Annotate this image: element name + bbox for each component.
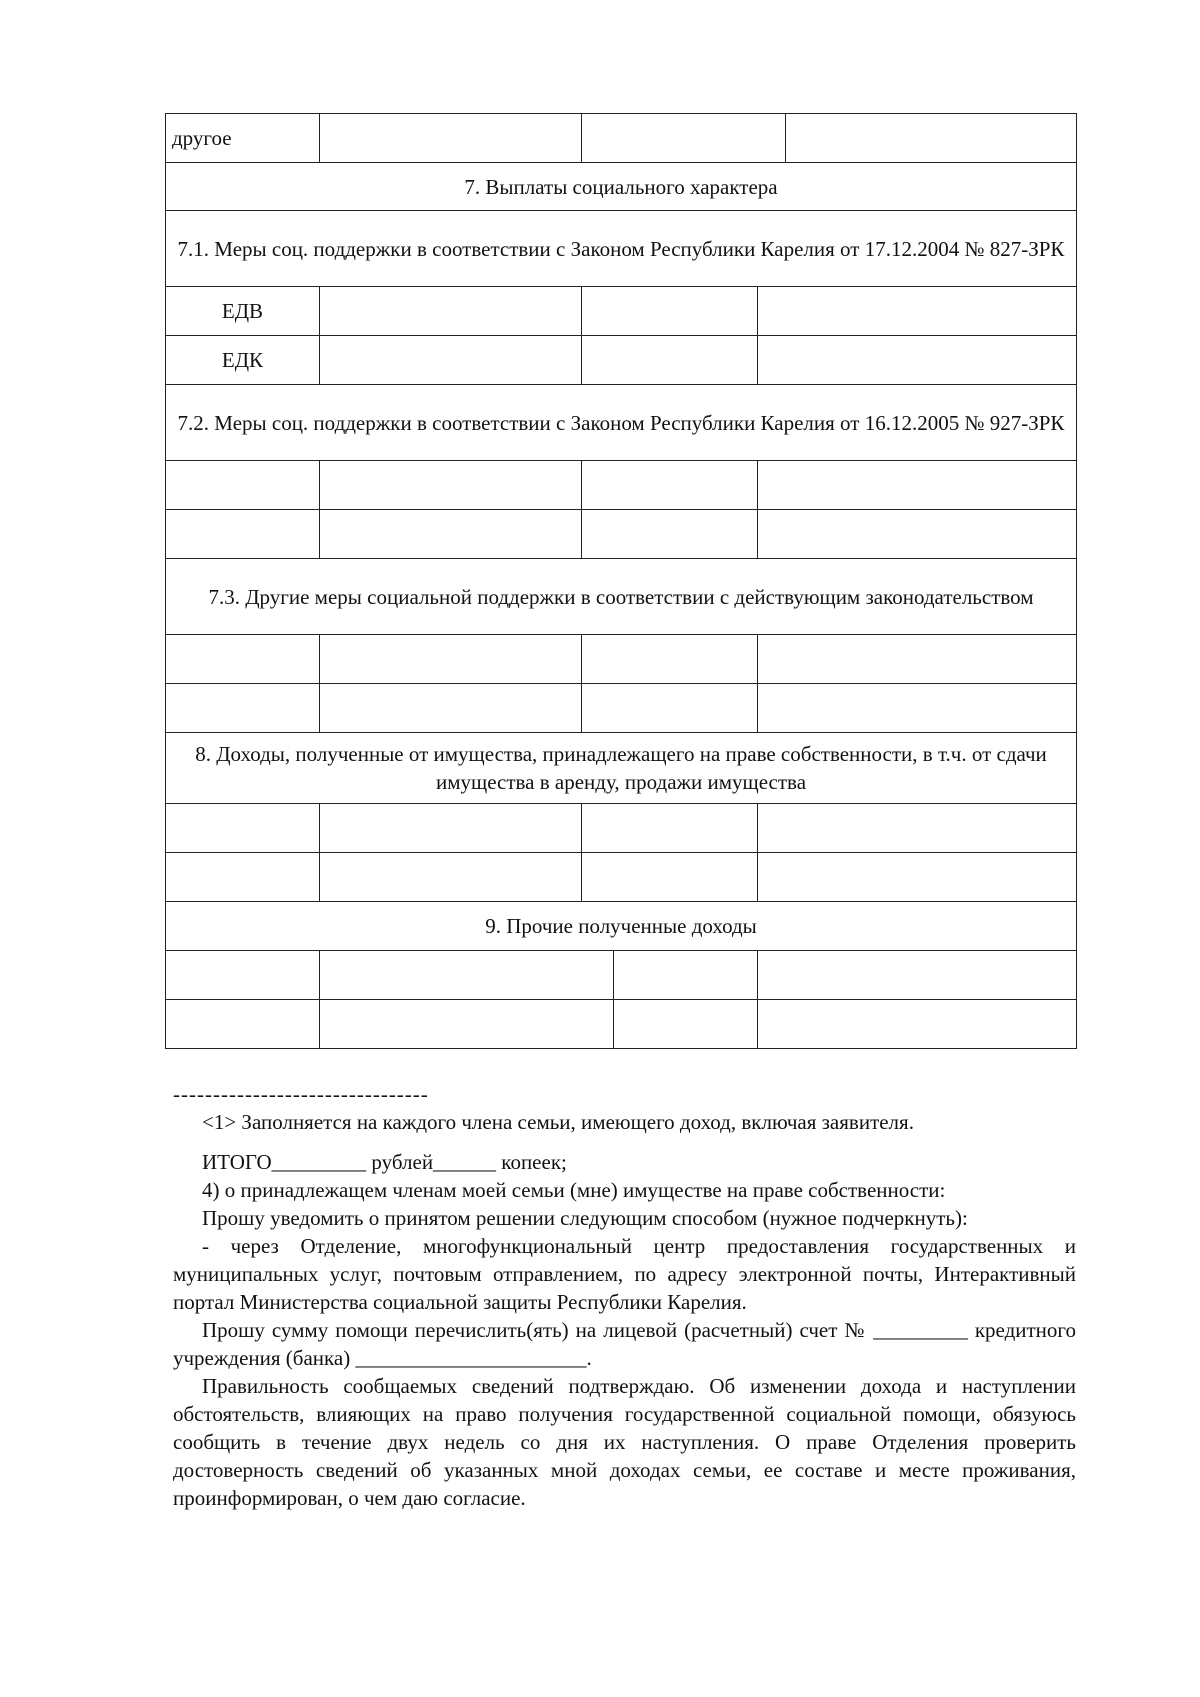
- table-cell[interactable]: [758, 951, 1077, 1000]
- table-cell[interactable]: [166, 853, 320, 902]
- section-7-title: 7. Выплаты социального характера: [166, 163, 1077, 211]
- section-header-row: [166, 163, 1077, 211]
- table-cell[interactable]: [320, 461, 582, 510]
- table-cell[interactable]: [166, 951, 320, 1000]
- table-cell[interactable]: [320, 635, 582, 684]
- table-cell[interactable]: [320, 510, 582, 559]
- section-header-row: [166, 902, 1077, 951]
- table-cell[interactable]: [758, 336, 1077, 385]
- row-label-edv: ЕДВ: [166, 287, 320, 336]
- section-7-3-title: 7.3. Другие меры социальной поддержки в соответствии с действующим законодательством: [166, 559, 1077, 635]
- table-cell[interactable]: [320, 951, 614, 1000]
- table-row-edk: [166, 336, 1077, 385]
- table-cell[interactable]: [758, 287, 1077, 336]
- table-row: [166, 951, 1077, 1000]
- table-cell[interactable]: [582, 461, 758, 510]
- item-4-text: 4) о принадлежащем членам моей семьи (мне) имуществе на праве собственности:: [202, 1178, 946, 1202]
- table-cell[interactable]: [582, 510, 758, 559]
- total-line: ИТОГО_________ рублей______ копеек;: [202, 1150, 567, 1174]
- table-cell[interactable]: [614, 1000, 758, 1049]
- section-7-1-title: 7.1. Меры соц. поддержки в соответствии с Законом Республики Карелия от 17.12.2004 № 827-ЗРК: [166, 211, 1077, 287]
- table-cell[interactable]: [582, 804, 758, 853]
- section-9-title: 9. Прочие полученные доходы: [166, 902, 1077, 951]
- table-cell[interactable]: [166, 461, 320, 510]
- table-cell[interactable]: [758, 461, 1077, 510]
- table-cell[interactable]: [758, 510, 1077, 559]
- section-header-row: [166, 733, 1077, 804]
- notify-methods-text: - через Отделение, многофункциональный центр предоставления государственных и муниципальных услуг, почтовым отправлением, по адресу электронной почты, Интерактивный портал Министерства социальной защиты Республики Карелия.: [173, 1234, 1076, 1314]
- table-cell[interactable]: [166, 804, 320, 853]
- row-label-other: другое: [166, 114, 320, 163]
- section-header-row: [166, 211, 1077, 287]
- row-label-edk: ЕДК: [166, 336, 320, 385]
- table-cell[interactable]: [320, 114, 582, 163]
- table-row: [166, 1000, 1077, 1049]
- table-cell[interactable]: [166, 510, 320, 559]
- table-cell[interactable]: [758, 1000, 1077, 1049]
- confirmation-text: Правильность сообщаемых сведений подтверждаю. Об изменении дохода и наступлении обстоятельств, влияющих на право получения государственной социальной помощи, обязуюсь сообщить в течение двух недель со дня их наступления. О праве Отделения проверить достоверность сведений об указанных мной доходах семьи, ее составе и месте проживания, проинформирован, о чем даю согласие.: [173, 1374, 1076, 1510]
- table-cell[interactable]: [582, 114, 786, 163]
- footnote-separator: --------------------------------: [173, 1082, 429, 1106]
- table-cell[interactable]: [758, 635, 1077, 684]
- table-cell[interactable]: [320, 684, 582, 733]
- table-cell[interactable]: [320, 853, 582, 902]
- table-cell[interactable]: [320, 1000, 614, 1049]
- table-row-other: [166, 114, 1077, 163]
- table-cell[interactable]: [320, 336, 582, 385]
- table-cell[interactable]: [582, 635, 758, 684]
- table-row: [166, 804, 1077, 853]
- table-cell[interactable]: [758, 684, 1077, 733]
- table-cell[interactable]: [582, 684, 758, 733]
- table-row: [166, 684, 1077, 733]
- table-cell[interactable]: [582, 853, 758, 902]
- table-cell[interactable]: [166, 1000, 320, 1049]
- table-cell[interactable]: [582, 287, 758, 336]
- table-row: [166, 510, 1077, 559]
- section-header-row: [166, 559, 1077, 635]
- table-cell[interactable]: [166, 635, 320, 684]
- table-cell[interactable]: [582, 336, 758, 385]
- table-row-edv: [166, 287, 1077, 336]
- table-row: [166, 461, 1077, 510]
- transfer-request-text: Прошу сумму помощи перечислить(ять) на лицевой (расчетный) счет № _________ кредитного учреждения (банка) ______________________.: [173, 1318, 1076, 1370]
- table-cell[interactable]: [320, 804, 582, 853]
- section-8-title: 8. Доходы, полученные от имущества, принадлежащего на праве собственности, в т.ч. от сдачи имущества в аренду, продажи имущества: [166, 733, 1077, 804]
- table-row: [166, 635, 1077, 684]
- table-row: [166, 853, 1077, 902]
- table-cell[interactable]: [166, 684, 320, 733]
- income-table: [165, 113, 1077, 1049]
- table-cell[interactable]: [320, 287, 582, 336]
- notify-request-text: Прошу уведомить о принятом решении следующим способом (нужное подчеркнуть):: [202, 1206, 968, 1230]
- table-cell[interactable]: [786, 114, 1077, 163]
- table-cell[interactable]: [614, 951, 758, 1000]
- notes-section: [173, 1080, 1076, 1512]
- table-cell[interactable]: [758, 853, 1077, 902]
- footnote-text: <1> Заполняется на каждого члена семьи, имеющего доход, включая заявителя.: [202, 1110, 914, 1134]
- table-cell[interactable]: [758, 804, 1077, 853]
- section-7-2-title: 7.2. Меры соц. поддержки в соответствии с Законом Республики Карелия от 16.12.2005 № 927-ЗРК: [166, 385, 1077, 461]
- section-header-row: [166, 385, 1077, 461]
